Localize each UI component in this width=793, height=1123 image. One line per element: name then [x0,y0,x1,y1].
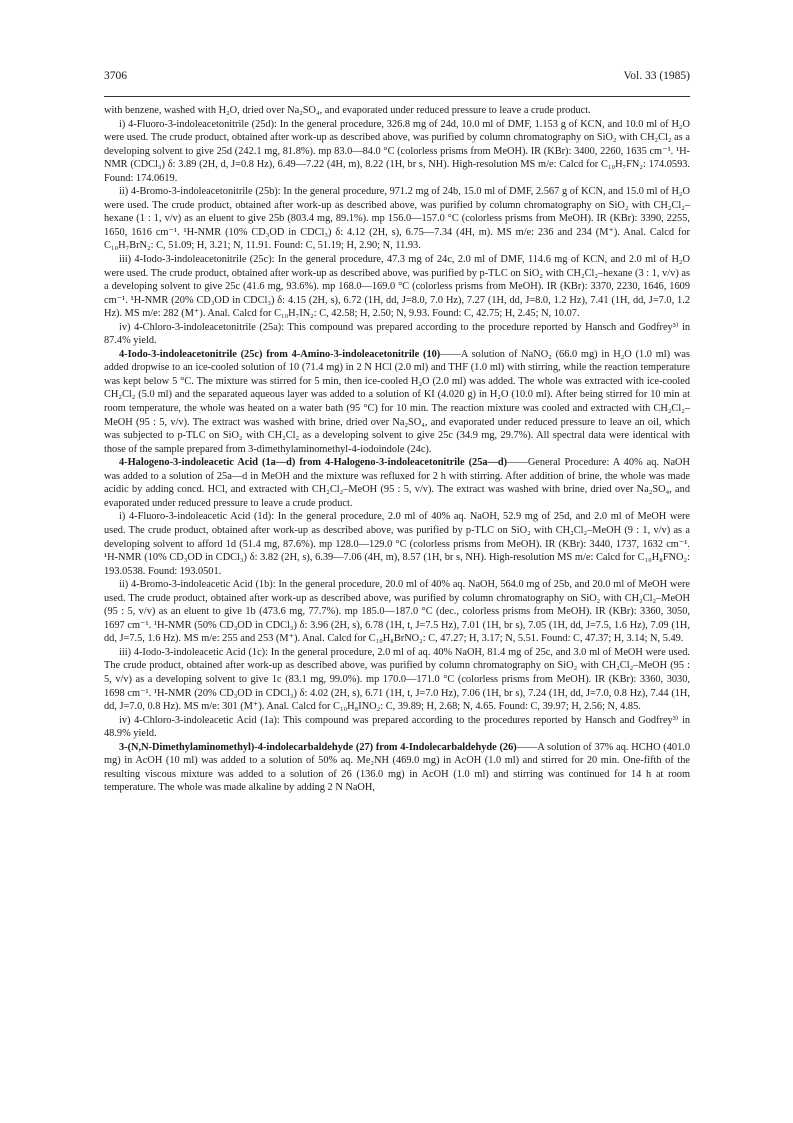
section-heading: 4-Iodo-3-indoleacetonitrile (25c) from 4-Amino-3-indoleacetonitrile (10) [119,348,441,360]
paragraph: iii) 4-Iodo-3-indoleacetic Acid (1c): In the general procedure, 2.0 ml of aq. 40% NaOH, 81.4 mg of 25c, and 3.0 ml of MeOH were used. The crude product, obtained after work-up as described above, was purified by column chromatography on SiO₂ with CH₂Cl₂–MeOH (95 : 5, v/v) as a developing solvent to give 1c (83.1 mg, 99.0%). mp 170.0—171.0 °C (colorless prisms from MeOH). IR (KBr): 3360, 3030, 1698 cm⁻¹. ¹H-NMR (20% CD₃OD in CDCl₃) δ: 4.02 (2H, s), 6.71 (1H, t, J=7.0 Hz), 7.06 (1H, br s), 7.24 (1H, dd, J=7.0, 0.8 Hz), 7.44 (1H, dd, J=7.0, 0.8 Hz). MS m/e: 301 (M⁺). Anal. Calcd for C₁₀H₈INO₂: C, 39.89; H, 2.68; N, 4.65. Found: C, 39.97; H, 2.56; N, 4.85. [104,646,690,713]
paragraph: iv) 4-Chloro-3-indoleacetonitrile (25a): This compound was prepared according to the procedure reported by Hansch and Godfrey³⁾ in 87.4% yield. [104,321,690,347]
paragraph: iv) 4-Chloro-3-indoleacetic Acid (1a): This compound was prepared according to the procedures reported by Hansch and Godfrey³⁾ in 48.9% yield. [104,714,690,740]
paragraph: i) 4-Fluoro-3-indoleacetic Acid (1d): In the general procedure, 2.0 ml of 40% aq. NaOH, 52.9 mg of 25d, and 2.0 ml of MeOH were used. The crude product, obtained after work-up as described above, was purified by p-TLC on SiO₂ with CH₂Cl₂–MeOH (9 : 1, v/v) as a developing solvent to afford 1d (51.4 mg, 87.6%). mp 128.0—129.0 °C (colorless prisms from MeOH). IR (KBr): 3440, 1737, 1632 cm⁻¹. ¹H-NMR (10% CD₃OD in CDCl₃) δ: 3.82 (2H, s), 6.39—7.06 (4H, m), 8.57 (1H, br s, NH). High-resolution MS m/e: Calcd for C₁₀H₈FNO₂: 193.0538. Found: 193.0501. [104,511,690,577]
paragraph: ii) 4-Bromo-3-indoleacetic Acid (1b): In the general procedure, 20.0 ml of 40% aq. NaOH, 564.0 mg of 25b, and 20.0 ml of MeOH were used. The crude product, obtained after work-up as described above, was purified by column chromatography on SiO₂ with CH₂Cl₂–MeOH (95 : 5, v/v) as an eluent to give 1b (473.6 mg, 77.7%). mp 185.0—187.0 °C (dec., colorless prisms from MeOH). IR (KBr): 3360, 3050, 1697 cm⁻¹. ¹H-NMR (50% CD₃OD in CDCl₃) δ: 3.96 (2H, s), 6.78 (1H, t, J=7.5 Hz), 7.01 (1H, br s), 7.05 (1H, dd, J=7.5, 1.6 Hz), 7.09 (1H, dd, J=7.5, 1.6 Hz). MS m/e: 255 and 253 (M⁺). Anal. Calcd for C₁₀H₈BrNO₂: C, 47.27; H, 3.17; N, 5.51. Found: C, 47.37; H, 3.14; N, 5.49. [104,579,690,645]
header-rule [104,96,690,97]
paragraph: with benzene, washed with H₂O, dried over Na₂SO₄, and evaporated under reduced pressure to leave a crude product. [104,105,591,116]
volume-label: Vol. 33 (1985) [623,70,690,82]
article-body [104,104,690,795]
section-heading: 3-(N,N-Dimethylaminomethyl)-4-indolecarbaldehyde (27) from 4-Indolecarbaldehyde (26) [119,741,517,753]
paragraph [104,456,690,510]
paragraph-text: ——A solution of NaNO₂ (66.0 mg) in H₂O (1.0 ml) was added dropwise to an ice-cooled solution of 10 (71.4 mg) in 2 N HCl (2.0 ml) and THF (1.0 ml) with stirring, while the reaction temperature was kept below 5 °C. The mixture was stirred for 5 min, then ice-cooled H₂O (2.0 ml) was added. The whole was extracted with ice-cooled CH₂Cl₂ (5.0 ml) and the separated aqueous layer was added to a solution of KI (4.020 g) in H₂O (10.0 ml). After being stirred for 10 min at room temperature, the whole was heated on a water bath (95 °C) for 10 min. The reaction mixture was cooled and extracted with CH₂Cl₂–MeOH (95 : 5, v/v). The extract was washed with brine, dried over Na₂SO₄, and evaporated under reduced pressure to leave an oil, which was subjected to p-TLC on SiO₂ with CH₂Cl₂ as a developing solvent to give 25c (34.9 mg, 29.7%). All spectral data were identical with those of the sample prepared from 3-dimethylaminomethyl-4-iodoindole (24c). [104,348,690,455]
running-header [104,70,690,86]
paragraph: i) 4-Fluoro-3-indoleacetonitrile (25d): In the general procedure, 326.8 mg of 24d, 10.0 ml of DMF, 1.153 g of KCN, and 10.0 ml of H₂O were used. The crude product, obtained after work-up as described above, was purified by column chromatography on SiO₂ with CH₂Cl₂ as a developing solvent to give 25d (242.1 mg, 81.8%). mp 83.0—84.0 °C (colorless prisms from MeOH). IR (KBr): 3400, 2260, 1635 cm⁻¹. ¹H-NMR (CDCl₃) δ: 3.89 (2H, d, J=0.8 Hz), 6.49—7.22 (4H, m), 8.22 (1H, br s, NH). High-resolution MS m/e: Calcd for C₁₀H₇FN₂: 174.0593. Found: 174.0619. [104,118,690,184]
paragraph [104,348,690,456]
paragraph-text: ——General Procedure: A 40% aq. NaOH was added to a solution of 25a—d in MeOH and the mixture was refluxed for 2 h with stirring. After addition of brine, the whole was made acidic by adding concd. HCl, and extracted with CH₂Cl₂–MeOH (95 : 5, v/v). The extract was washed with brine, dried over Na₂SO₄, and evaporated under reduced pressure to leave a crude product. [104,457,690,509]
paragraph [104,741,690,795]
paragraph: ii) 4-Bromo-3-indoleacetonitrile (25b): In the general procedure, 971.2 mg of 24b, 15.0 ml of DMF, 2.567 g of KCN, and 15.0 ml of H₂O were used. The crude product, obtained after work-up as described above, was purified by column chromatography on SiO₂ with CH₂Cl₂–hexane (1 : 1, v/v) as an eluent to give 25b (803.4 mg, 89.1%). mp 156.0—157.0 °C (colorless prisms from MeOH). IR (KBr): 3390, 2255, 1650, 1616 cm⁻¹. ¹H-NMR (10% CD₃OD in CDCl₃) δ: 4.12 (2H, s), 6.75—7.34 (4H, m). MS m/e: 236 and 234 (M⁺). Anal. Calcd for C₁₀H₇BrN₂: C, 51.09; H, 3.21; N, 11.91. Found: C, 51.19; H, 2.90; N, 11.93. [104,186,690,252]
section-heading: 4-Halogeno-3-indoleacetic Acid (1a—d) from 4-Halogeno-3-indoleacetonitrile (25a—d) [119,457,508,469]
page-number: 3706 [104,70,127,82]
paragraph: iii) 4-Iodo-3-indoleacetonitrile (25c): In the general procedure, 47.3 mg of 24c, 2.0 ml of DMF, 114.6 mg of KCN, and 2.0 ml of H₂O were used. The crude product, obtained after work-up as described above, was purified by p-TLC on SiO₂ with CH₂Cl₂–hexane (3 : 1, v/v) as a developing solvent to give 25c (41.6 mg, 93.6%). mp 168.0—169.0 °C (colorless prisms from MeOH). IR (KBr): 3370, 2230, 1646, 1609 cm⁻¹. ¹H-NMR (20% CD₃OD in CDCl₃) δ: 4.15 (2H, s), 6.72 (1H, dd, J=8.0, 7.0 Hz), 7.27 (1H, dd, J=8.0, 1.2 Hz), 7.41 (1H, dd, J=7.0, 1.2 Hz). MS m/e: 282 (M⁺). Anal. Calcd for C₁₀H₇IN₂: C, 42.58; H, 2.50; N, 9.93. Found: C, 42.75; H, 2.45; N, 10.07. [104,254,690,320]
paragraph-text: ——A solution of 37% aq. HCHO (401.0 mg) in AcOH (10 ml) was added to a solution of 50% aq. Me₂NH (469.0 mg) in AcOH (1.0 ml) and stirred for 20 min. One-fifth of the resulting viscous mixture was added to a solution of 26 (136.0 mg) in AcOH (1.0 ml) and stirring was continued for 14 h at room temperature. The whole was made alkaline by adding 2 N NaOH, [104,741,690,794]
